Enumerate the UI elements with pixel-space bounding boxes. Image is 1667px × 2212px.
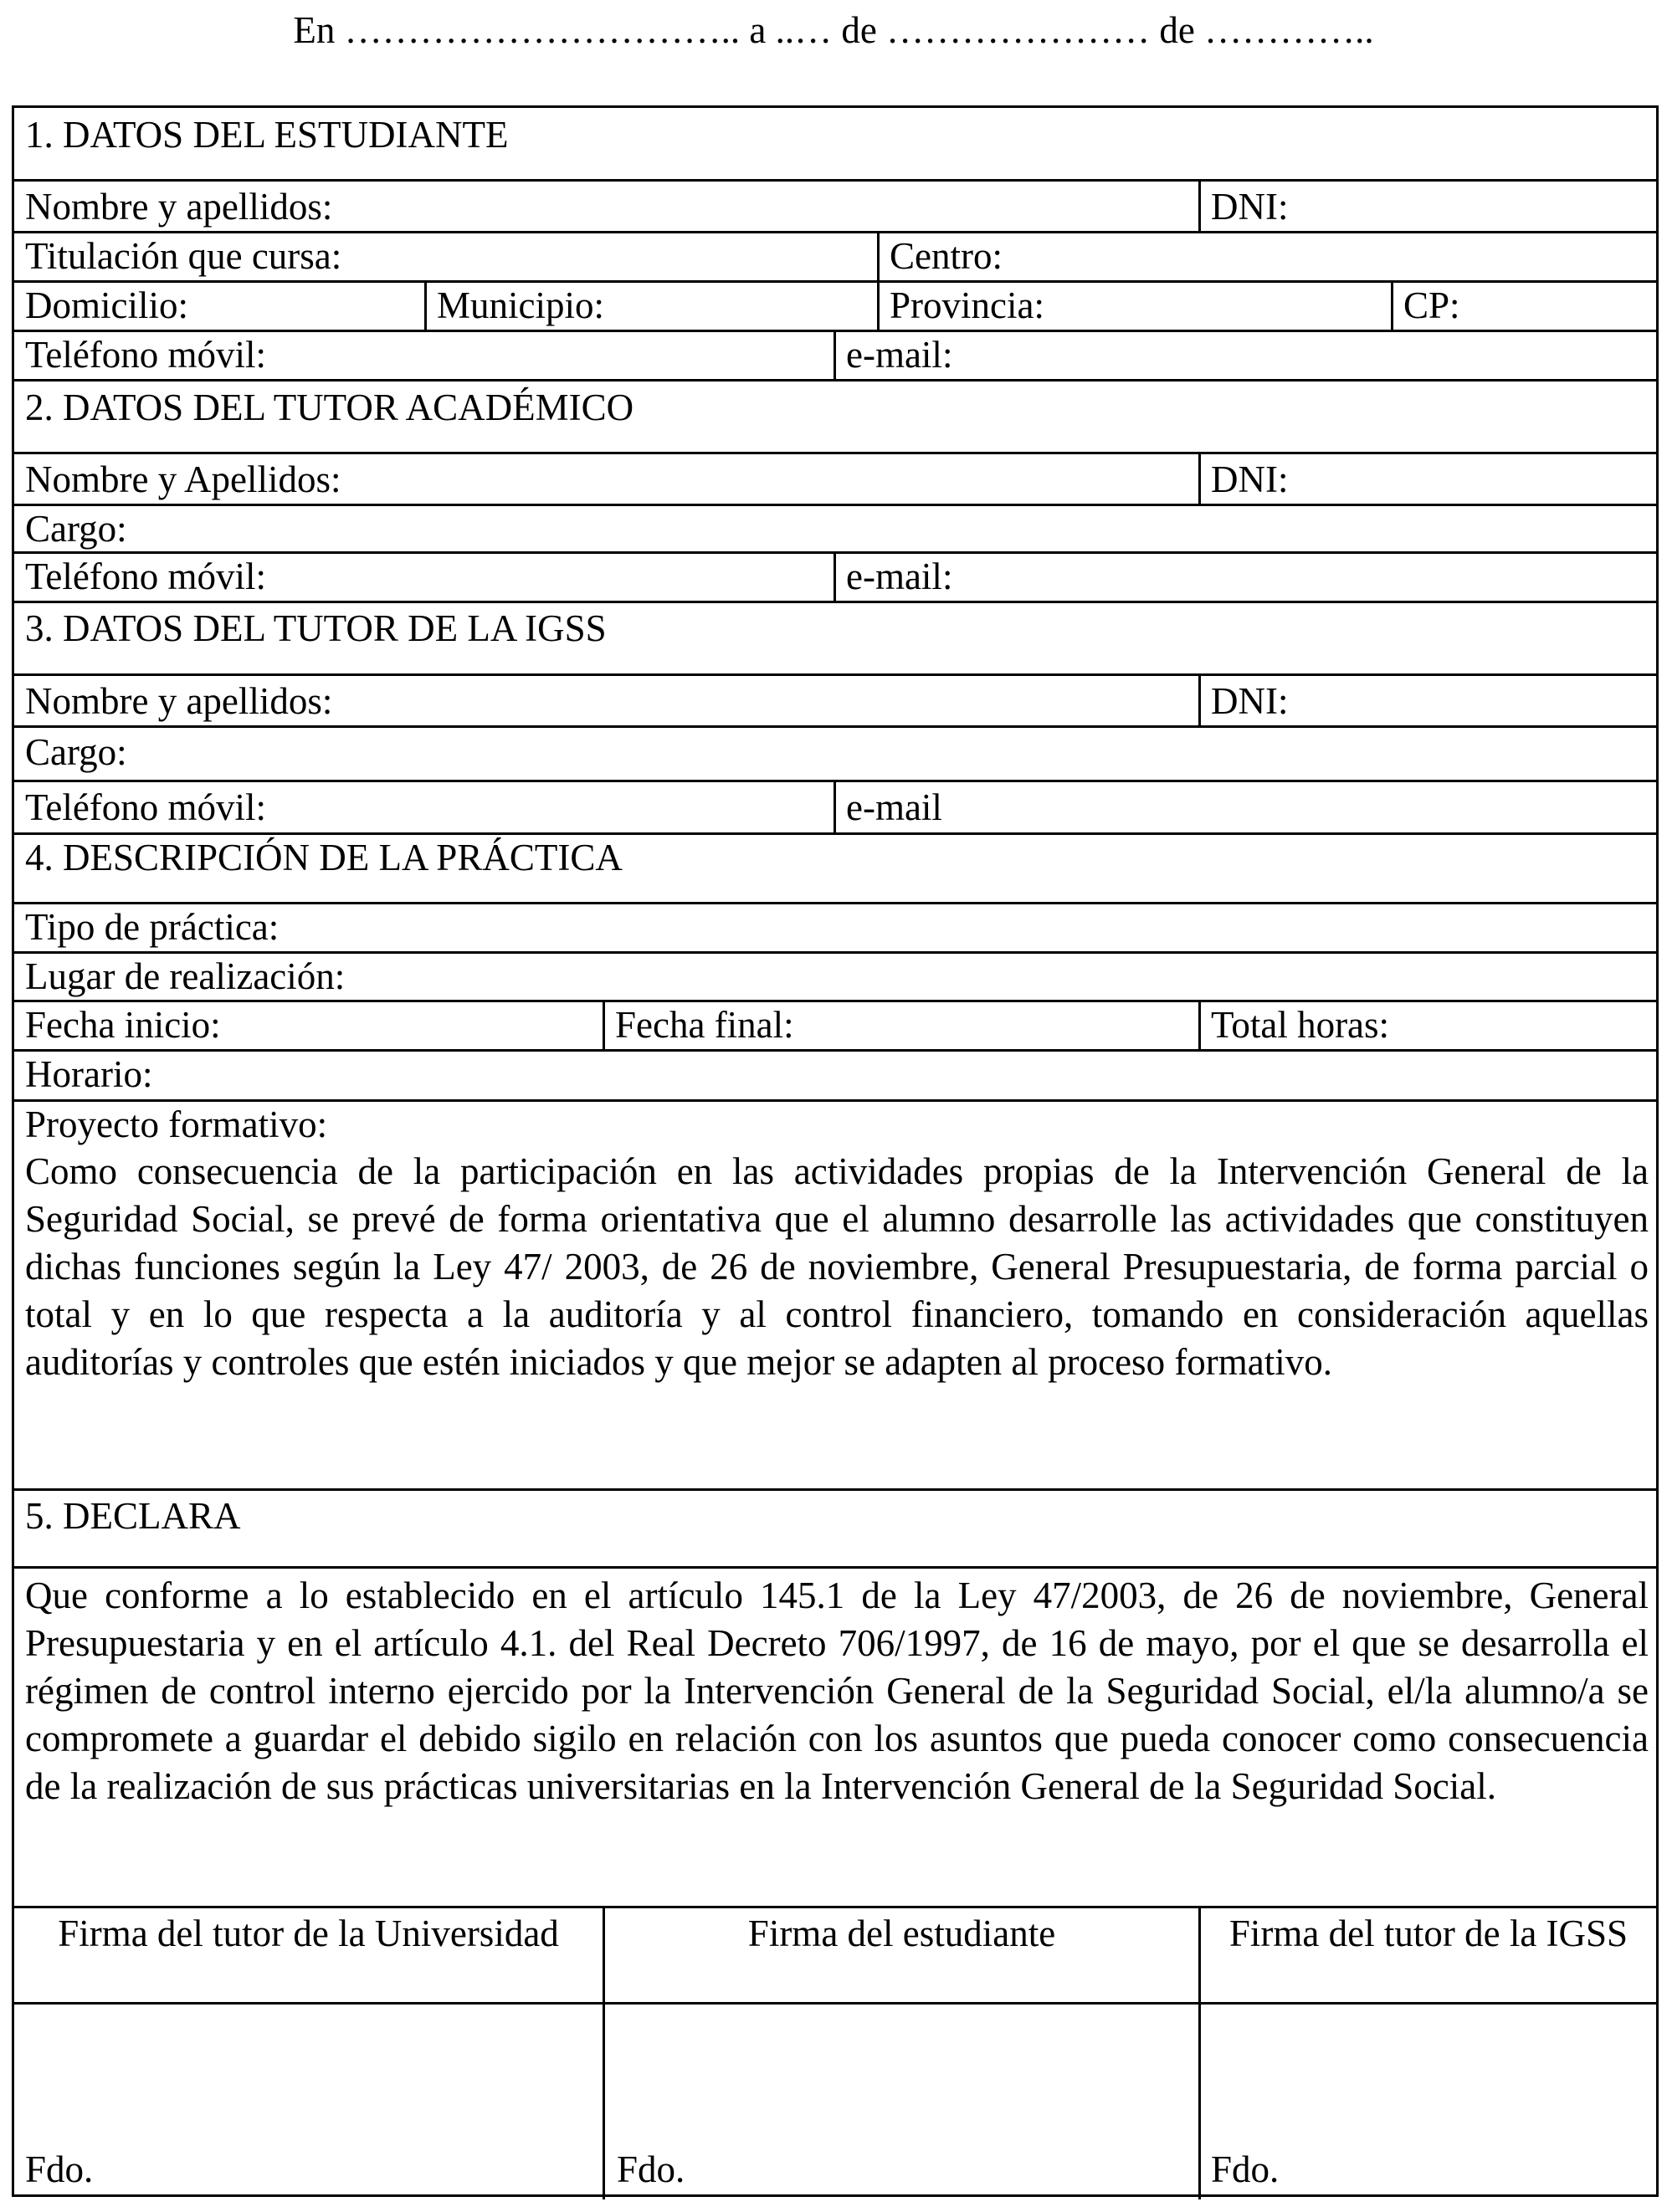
date-de-1: de — [841, 9, 877, 51]
igss-tutor-dni-field[interactable]: DNI: — [1211, 680, 1289, 722]
column-rule — [1198, 179, 1201, 231]
year-blank[interactable]: ………….. — [1204, 9, 1374, 51]
student-degree-field[interactable]: Titulación que cursa: — [25, 235, 342, 277]
practice-place-field[interactable]: Lugar de realización: — [25, 955, 346, 997]
date-de-2: de — [1159, 9, 1195, 51]
signature-box-university-tutor[interactable] — [14, 2005, 603, 2199]
date-a: a — [749, 9, 767, 51]
igss-tutor-phone-field[interactable]: Teléfono móvil: — [25, 786, 267, 828]
academic-tutor-email-field[interactable]: e-mail: — [846, 556, 953, 597]
student-center-field[interactable]: Centro: — [890, 235, 1003, 277]
column-rule — [1198, 452, 1201, 504]
column-rule — [877, 231, 880, 330]
column-rule — [1198, 1000, 1201, 1049]
column-rule — [603, 1000, 605, 1049]
internship-form — [12, 105, 1659, 2197]
practice-type-field[interactable]: Tipo de práctica: — [25, 906, 280, 948]
igss-tutor-email-field[interactable]: e-mail — [846, 786, 942, 828]
igss-tutor-position-field[interactable]: Cargo: — [25, 731, 127, 773]
rule — [14, 504, 1656, 506]
academic-tutor-dni-field[interactable]: DNI: — [1211, 458, 1289, 500]
column-rule — [834, 551, 836, 601]
student-email-field[interactable]: e-mail: — [846, 334, 953, 376]
rule — [14, 1000, 1656, 1002]
academic-tutor-position-field[interactable]: Cargo: — [25, 508, 127, 550]
student-cp-field[interactable]: CP: — [1403, 284, 1460, 326]
section-heading-declaration: 5. DECLARA — [25, 1495, 241, 1537]
signature-header-igss-tutor: Firma del tutor de la IGSS — [1228, 1912, 1629, 1954]
rule — [14, 1488, 1656, 1491]
student-phone-field[interactable]: Teléfono móvil: — [25, 334, 267, 376]
place-date-line — [0, 7, 1667, 54]
student-address-field[interactable]: Domicilio: — [25, 284, 188, 326]
student-dni-field[interactable]: DNI: — [1211, 186, 1289, 228]
igss-tutor-name-field[interactable]: Nombre y apellidos: — [25, 680, 333, 722]
section-heading-practice: 4. DESCRIPCIÓN DE LA PRÁCTICA — [25, 837, 623, 878]
rule — [14, 725, 1656, 728]
rule — [14, 1566, 1656, 1569]
column-rule — [1198, 673, 1201, 725]
column-rule — [1391, 280, 1393, 330]
practice-start-date-field[interactable]: Fecha inicio: — [25, 1004, 221, 1046]
rule — [14, 1906, 1656, 1908]
training-project-label: Proyecto formativo: — [25, 1103, 328, 1145]
declaration-text: Que conforme a lo establecido en el artículo 145.1 de la Ley 47/2003, de 26 de noviembre, General Presupuestaria y en el artículo 4.1. del Real Decreto 706/1997, de 16 de mayo, por el que se desarrolla el régimen de control interno ejercido por la Intervención General de la Seguridad Social, el/la alumno/a se compromete a guardar el debido sigilo en relación con los asuntos que pueda conocer como consecuencia de la realización de sus prácticas universitarias en la Intervención General de la Seguridad Social. — [25, 1575, 1649, 1807]
rule — [14, 601, 1656, 603]
rule — [14, 1049, 1656, 1052]
practice-total-hours-field[interactable]: Total horas: — [1211, 1004, 1390, 1046]
place-blank[interactable]: ………………………….. — [344, 9, 741, 51]
fdo-label-student: Fdo. — [617, 2148, 685, 2190]
rule — [14, 452, 1656, 454]
signature-header-student: Firma del estudiante — [747, 1912, 1056, 1954]
signature-box-student[interactable] — [605, 2005, 1198, 2199]
date-prefix: En — [293, 9, 336, 51]
academic-tutor-name-field[interactable]: Nombre y Apellidos: — [25, 458, 341, 500]
column-rule — [834, 330, 836, 379]
section-heading-student: 1. DATOS DEL ESTUDIANTE — [25, 114, 509, 156]
student-province-field[interactable]: Provincia: — [890, 284, 1044, 326]
section-heading-academic-tutor: 2. DATOS DEL TUTOR ACADÉMICO — [25, 387, 634, 428]
day-blank[interactable]: ..… — [775, 9, 833, 51]
month-blank[interactable]: ………………… — [886, 9, 1151, 51]
fdo-label-igss-tutor: Fdo. — [1211, 2148, 1280, 2190]
rule — [14, 673, 1656, 676]
rule — [14, 379, 1656, 381]
fdo-label-university-tutor: Fdo. — [25, 2148, 94, 2190]
practice-schedule-field[interactable]: Horario: — [25, 1053, 153, 1095]
rule — [14, 179, 1656, 182]
practice-end-date-field[interactable]: Fecha final: — [615, 1004, 794, 1046]
signature-header-university-tutor: Firma del tutor de la Universidad — [58, 1912, 559, 1954]
training-project-text: Como consecuencia de la participación en las actividades propias de la Intervención General de la Seguridad Social, se prevé de forma orientativa que el alumno desarrolle las actividades que constituyen dichas funciones según la Ley 47/ 2003, de 26 de noviembre, General Presupuestaria, de forma parcial o total y en lo que respecta a la auditoría y al control financiero, tomando en consideración aquellas auditorías y controles que estén iniciados y que mejor se adapten al proceso formativo. — [25, 1150, 1649, 1383]
section-heading-igss-tutor: 3. DATOS DEL TUTOR DE LA IGSS — [25, 607, 607, 649]
student-municipality-field[interactable]: Municipio: — [437, 284, 604, 326]
student-name-field[interactable]: Nombre y apellidos: — [25, 186, 333, 228]
column-rule — [834, 780, 836, 832]
academic-tutor-phone-field[interactable]: Teléfono móvil: — [25, 556, 267, 597]
column-rule — [424, 280, 427, 330]
